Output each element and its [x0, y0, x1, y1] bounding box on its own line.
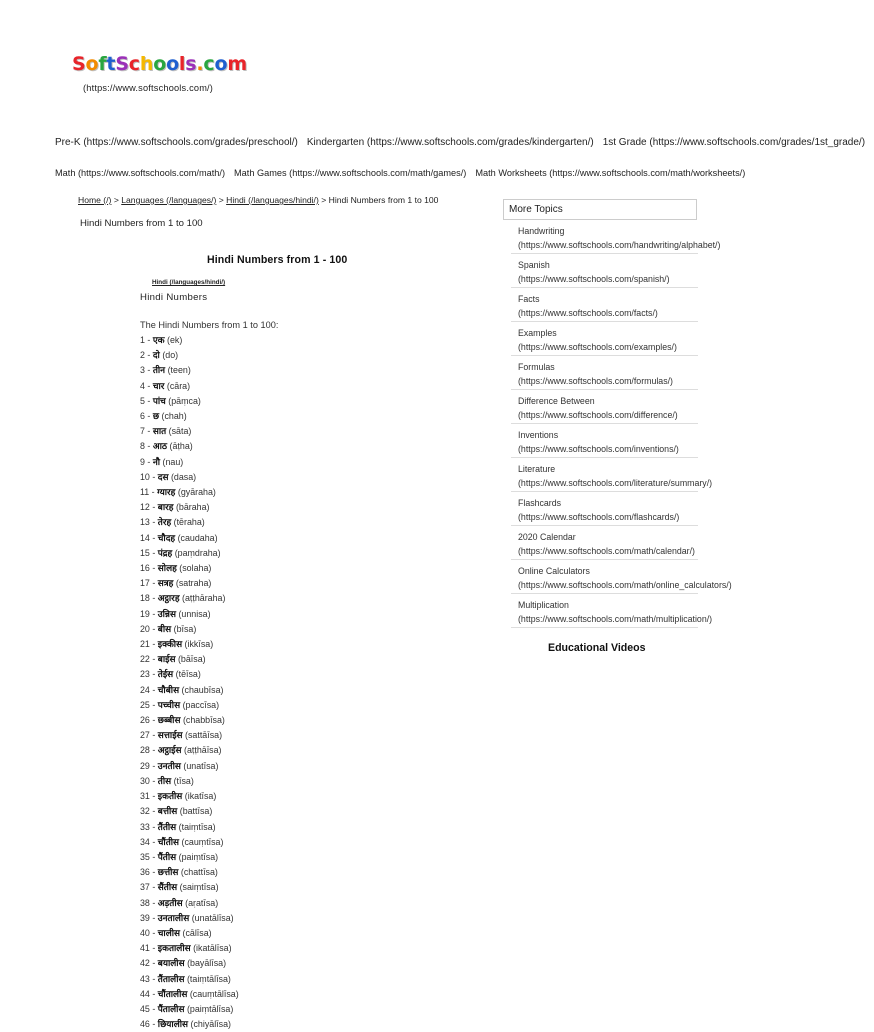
number-devanagari: अड़तीस — [157, 898, 183, 909]
logo-letter: o — [153, 53, 167, 75]
subject-nav-link[interactable]: Math Worksheets (https://www.softschools.com/math/worksheets/) — [475, 168, 746, 178]
topic-name: Facts — [518, 294, 540, 304]
number-digit: 28 — [140, 745, 150, 756]
number-digit: 16 — [140, 563, 150, 574]
number-digit: 23 — [140, 669, 150, 680]
number-row: 38 - अड़तीस (aṛatīsa) — [140, 897, 219, 909]
number-row: 2 - दो (do) — [140, 350, 179, 362]
logo-letter: c — [128, 53, 140, 75]
breadcrumb-current: Hindi Numbers from 1 to 100 — [328, 195, 439, 205]
number-digit: 37 — [140, 882, 150, 893]
number-devanagari: चालीस — [157, 928, 181, 939]
breadcrumb-separator: > — [318, 195, 329, 205]
number-row: 19 - उन्निस (unnisa) — [140, 608, 211, 620]
number-transliteration: (tēīsa) — [175, 669, 201, 680]
number-devanagari: तीन — [152, 366, 166, 377]
number-row: 20 - बीस (bīsa) — [140, 623, 197, 635]
logo-url: (https://www.softschools.com/) — [83, 83, 214, 93]
number-digit: 32 — [140, 806, 150, 817]
number-digit: 41 — [140, 943, 150, 954]
grade-nav-link[interactable]: 1st Grade (https://www.softschools.com/grades/1st_grade/) — [602, 137, 866, 148]
number-devanagari: अट्ठाईस — [157, 746, 182, 757]
number-row: 9 - नौ (nau) — [140, 456, 184, 468]
number-transliteration: (solaha) — [179, 563, 212, 574]
topic-url: (https://www.softschools.com/math/calendar/) — [518, 546, 695, 556]
number-transliteration: (taiṃtīsa) — [178, 821, 216, 832]
number-digit: 31 — [140, 791, 150, 802]
number-transliteration: (chiyālīsa) — [190, 1019, 231, 1030]
number-devanagari: इकतालीस — [157, 944, 191, 955]
number-row: 31 - इकतीस (ikatīsa) — [140, 791, 217, 803]
number-row: 33 - तैंतीस (taiṃtīsa) — [140, 821, 216, 833]
number-devanagari: उनतालीस — [157, 913, 190, 924]
topic-link[interactable] — [511, 560, 732, 594]
number-row: 12 - बारह (bāraha) — [140, 502, 210, 514]
number-devanagari: पैंतालीस — [157, 1004, 185, 1015]
number-devanagari: चौंतालीस — [157, 989, 188, 1000]
number-digit: 43 — [140, 973, 150, 984]
topic-link[interactable] — [511, 356, 698, 390]
topic-link[interactable] — [511, 322, 698, 356]
number-transliteration: (saiṃtīsa) — [179, 882, 219, 893]
number-row: 39 - उनतालीस (unatālīsa) — [140, 912, 234, 924]
logo-letter: h — [139, 53, 154, 75]
article-title: Hindi Numbers from 1 - 100 — [207, 254, 348, 266]
number-row: 32 - बत्तीस (battīsa) — [140, 806, 213, 818]
number-devanagari: बत्तीस — [157, 807, 178, 818]
number-row: 11 - ग्यारह (gyāraha) — [140, 487, 216, 499]
number-devanagari: एक — [152, 336, 165, 346]
number-digit: 42 — [140, 958, 150, 969]
number-digit: 18 — [140, 593, 150, 604]
topic-name: Literature — [518, 464, 556, 474]
number-devanagari: सत्ताईस — [157, 731, 183, 742]
topic-link[interactable] — [511, 526, 698, 560]
number-digit: 27 — [140, 730, 150, 741]
number-transliteration: (ikatālīsa) — [193, 943, 232, 954]
number-row: 21 - इक्कीस (ikkīsa) — [140, 639, 214, 651]
logo-letter: o — [85, 53, 99, 75]
number-row: 34 - चौंतीस (cauṃtīsa) — [140, 836, 224, 848]
topic-url: (https://www.softschools.com/spanish/) — [518, 274, 670, 284]
topic-name: Formulas — [518, 362, 555, 372]
number-devanagari: छब्बीस — [157, 716, 181, 727]
number-digit: 45 — [140, 1003, 150, 1014]
number-row: 22 - बाईस (bāīsa) — [140, 654, 206, 666]
number-digit: 5 — [140, 395, 145, 406]
number-row: 42 - बयालीस (bayālīsa) — [140, 958, 227, 970]
number-transliteration: (sattāīsa) — [185, 730, 223, 741]
topic-url: (https://www.softschools.com/formulas/) — [518, 376, 673, 386]
number-transliteration: (do) — [162, 350, 179, 361]
grade-nav-link[interactable]: Kindergarten (https://www.softschools.com/grades/kindergarten/) — [306, 137, 594, 148]
number-devanagari: तेरह — [157, 518, 172, 529]
number-devanagari: तेईस — [157, 670, 174, 681]
number-devanagari: सैंतीस — [157, 883, 178, 894]
number-digit: 6 — [140, 411, 145, 422]
number-devanagari: नौ — [152, 457, 161, 468]
hindi-numbers-list — [140, 333, 239, 1032]
number-row: 37 - सैंतीस (saiṃtīsa) — [140, 882, 219, 894]
number-row: 45 - पैंतालीस (paiṃtālīsa) — [140, 1003, 234, 1015]
number-devanagari: सोलह — [157, 564, 177, 575]
topic-link[interactable] — [511, 594, 713, 628]
number-devanagari: सत्रह — [157, 579, 174, 590]
section-title: Hindi Numbers — [140, 292, 208, 303]
number-transliteration: (pāṃca) — [168, 395, 201, 406]
topic-url: (https://www.softschools.com/math/multiplication/) — [518, 614, 713, 624]
grade-nav — [55, 137, 866, 148]
grade-nav-link[interactable]: Pre-K (https://www.softschools.com/grades/preschool/) — [55, 137, 298, 148]
number-digit: 17 — [140, 578, 150, 589]
number-digit: 3 — [140, 365, 145, 376]
number-row: 30 - तीस (tīsa) — [140, 775, 194, 787]
number-transliteration: (āṭha) — [169, 441, 193, 452]
number-row: 35 - पैंतीस (paiṃtīsa) — [140, 851, 219, 863]
number-digit: 36 — [140, 867, 150, 878]
number-row: 5 - पांच (pāṃca) — [140, 395, 201, 407]
topic-name: Handwriting — [518, 226, 565, 236]
number-row: 4 - चार (cāra) — [140, 380, 191, 392]
number-transliteration: (satraha) — [175, 578, 212, 589]
number-digit: 13 — [140, 517, 150, 528]
logo-letter: s — [185, 53, 197, 75]
page-subtitle: Hindi Numbers from 1 to 100 — [80, 218, 203, 229]
number-transliteration: (unnisa) — [178, 608, 211, 619]
number-devanagari: तीस — [157, 776, 172, 787]
logo-letter: . — [196, 53, 204, 75]
number-digit: 39 — [140, 912, 150, 923]
number-digit: 9 — [140, 456, 145, 467]
number-row: 10 - दस (dasa) — [140, 471, 197, 483]
more-topics-list — [511, 220, 732, 628]
number-transliteration: (gyāraha) — [177, 487, 216, 498]
number-digit: 14 — [140, 532, 150, 543]
logo-letter: o — [166, 53, 179, 75]
number-digit: 46 — [140, 1019, 150, 1030]
number-devanagari: सात — [152, 427, 167, 438]
logo-letter: S — [115, 53, 129, 75]
number-digit: 11 — [140, 487, 150, 498]
number-digit: 34 — [140, 836, 150, 847]
number-row: 13 - तेरह (tēraha) — [140, 517, 205, 529]
number-devanagari: उन्निस — [157, 609, 176, 620]
number-transliteration: (chah) — [161, 411, 187, 422]
number-transliteration: (sāta) — [168, 426, 192, 437]
number-transliteration: (aṛatīsa) — [185, 897, 219, 908]
number-transliteration: (paṃdraha) — [174, 547, 221, 558]
breadcrumb-separator: > — [216, 195, 227, 205]
logo-letter: m — [227, 53, 247, 75]
number-transliteration: (unatālīsa) — [191, 912, 234, 923]
breadcrumb — [78, 195, 438, 205]
number-row: 17 - सत्रह (satraha) — [140, 578, 212, 590]
number-row: 7 - सात (sāta) — [140, 426, 192, 438]
number-transliteration: (teen) — [167, 365, 191, 376]
logo-letter: f — [98, 53, 107, 75]
number-devanagari: दो — [152, 351, 160, 362]
number-devanagari: बाईस — [157, 655, 176, 666]
topic-name: Multiplication — [518, 600, 569, 610]
number-digit: 26 — [140, 715, 150, 726]
number-devanagari: चौदह — [157, 533, 176, 544]
number-transliteration: (aṭṭhāīsa) — [184, 745, 222, 756]
number-devanagari: उनतीस — [157, 761, 181, 772]
number-digit: 7 — [140, 426, 145, 437]
number-digit: 30 — [140, 775, 150, 786]
number-devanagari: छ — [152, 412, 160, 423]
topic-name: Online Calculators — [518, 566, 590, 576]
number-devanagari: पच्चीस — [157, 700, 181, 711]
number-row: 1 - एक (ek) — [140, 335, 183, 346]
number-transliteration: (cāra) — [166, 380, 191, 391]
number-transliteration: (aṭṭhāraha) — [182, 593, 226, 604]
topic-name: Inventions — [518, 430, 559, 440]
subject-nav-link[interactable]: Math (https://www.softschools.com/math/) — [55, 168, 226, 178]
topic-link[interactable] — [511, 492, 698, 526]
topic-link[interactable] — [511, 254, 698, 288]
hindi-language-link[interactable]: Hindi (/languages/hindi/) — [152, 279, 226, 286]
number-devanagari: ग्यारह — [157, 488, 176, 499]
number-devanagari: छत्तीस — [157, 868, 179, 879]
subject-nav — [55, 168, 768, 178]
number-transliteration: (cālīsa) — [182, 927, 212, 938]
topic-url: (https://www.softschools.com/literature/summary/) — [518, 478, 713, 488]
number-row: 26 - छब्बीस (chabbīsa) — [140, 715, 225, 727]
number-digit: 44 — [140, 988, 150, 999]
number-row: 25 - पच्चीस (paccīsa) — [140, 699, 220, 711]
breadcrumb-hindi[interactable]: Hindi (/languages/hindi/) — [226, 195, 319, 205]
number-row: 6 - छ (chah) — [140, 411, 187, 423]
breadcrumb-separator: > — [111, 195, 122, 205]
logo-letter: l — [178, 53, 186, 75]
topic-url: (https://www.softschools.com/flashcards/) — [518, 512, 680, 522]
number-devanagari: पांच — [152, 396, 166, 407]
logo-letter: o — [214, 53, 228, 75]
number-transliteration: (taiṃtālīsa) — [186, 973, 231, 984]
number-row: 15 - पंद्रह (paṃdraha) — [140, 547, 221, 559]
number-transliteration: (paiṃtālīsa) — [186, 1003, 234, 1014]
topic-link[interactable] — [511, 390, 698, 424]
number-row: 29 - उनतीस (unatīsa) — [140, 760, 219, 772]
number-row: 44 - चौंतालीस (cauṃtālīsa) — [140, 988, 239, 1000]
number-digit: 33 — [140, 821, 150, 832]
number-transliteration: (chaubīsa) — [181, 684, 224, 695]
number-digit: 25 — [140, 699, 150, 710]
number-row: 23 - तेईस (tēīsa) — [140, 669, 201, 681]
number-digit: 29 — [140, 760, 150, 771]
breadcrumb-languages[interactable]: Languages (/languages/) — [121, 195, 217, 205]
number-transliteration: (paccīsa) — [182, 699, 220, 710]
number-digit: 40 — [140, 927, 150, 938]
topic-name: Examples — [518, 328, 557, 338]
number-transliteration: (battīsa) — [179, 806, 213, 817]
number-digit: 10 — [140, 471, 150, 482]
number-devanagari: इकतीस — [157, 792, 183, 803]
number-transliteration: (cauṃtālīsa) — [189, 988, 239, 999]
number-digit: 12 — [140, 502, 150, 513]
number-row: 41 - इकतालीस (ikatālīsa) — [140, 943, 232, 955]
number-transliteration: (chattīsa) — [180, 867, 218, 878]
number-row: 46 - छियालीस (chiyālīsa) — [140, 1019, 231, 1031]
number-digit: 24 — [140, 684, 150, 695]
number-row: 43 - तैंतालीस (taiṃtālīsa) — [140, 973, 231, 985]
number-transliteration: (chabbīsa) — [182, 715, 225, 726]
logo-letter: t — [106, 53, 116, 75]
topic-url: (https://www.softschools.com/handwriting/alphabet/) — [518, 240, 721, 250]
number-digit: 4 — [140, 380, 145, 391]
number-digit: 19 — [140, 608, 150, 619]
intro-text: The Hindi Numbers from 1 to 100: — [140, 320, 279, 330]
number-digit: 21 — [140, 639, 150, 650]
subject-nav-link[interactable]: Math Games (https://www.softschools.com/math/games/) — [234, 168, 467, 178]
topic-url: (https://www.softschools.com/inventions/) — [518, 444, 679, 454]
topic-name: Flashcards — [518, 498, 562, 508]
number-digit: 8 — [140, 441, 145, 452]
number-digit: 2 — [140, 350, 145, 361]
topic-name: Spanish — [518, 260, 550, 270]
topic-link[interactable] — [511, 458, 713, 492]
topic-name: Difference Between — [518, 396, 595, 406]
number-transliteration: (ikatīsa) — [184, 791, 217, 802]
number-devanagari: चौंतीस — [157, 837, 180, 848]
number-devanagari: इक्कीस — [157, 640, 183, 651]
number-transliteration: (cauṃtīsa) — [181, 836, 224, 847]
number-transliteration: (bāīsa) — [177, 654, 206, 665]
number-devanagari: चौबीस — [157, 685, 180, 696]
number-transliteration: (caudaha) — [177, 532, 218, 543]
topic-link[interactable] — [511, 220, 721, 254]
more-topics-header: More Topics — [503, 199, 697, 220]
number-transliteration: (bayālīsa) — [187, 958, 227, 969]
number-row: 18 - अट्ठारह (aṭṭhāraha) — [140, 593, 226, 605]
number-row: 8 - आठ (āṭha) — [140, 441, 193, 453]
number-devanagari: पंद्रह — [157, 548, 173, 559]
number-row: 16 - सोलह (solaha) — [140, 563, 212, 575]
number-devanagari: बीस — [157, 624, 172, 635]
number-digit: 15 — [140, 547, 150, 558]
number-row: 27 - सत्ताईस (sattāīsa) — [140, 730, 223, 742]
number-row: 3 - तीन (teen) — [140, 365, 191, 377]
topic-url: (https://www.softschools.com/difference/) — [518, 410, 678, 420]
number-row: 36 - छत्तीस (chattīsa) — [140, 867, 218, 879]
logo-letter: c — [203, 53, 215, 75]
number-digit: 22 — [140, 654, 150, 665]
number-row: 24 - चौबीस (chaubīsa) — [140, 684, 224, 696]
number-devanagari: बारह — [157, 503, 174, 514]
number-devanagari: अट्ठारह — [157, 594, 180, 605]
number-devanagari: छियालीस — [157, 1020, 189, 1031]
topic-url: (https://www.softschools.com/facts/) — [518, 308, 658, 318]
number-transliteration: (tēraha) — [173, 517, 205, 528]
number-devanagari: दस — [157, 472, 169, 483]
educational-videos-heading: Educational Videos — [548, 642, 646, 654]
topic-link[interactable] — [511, 288, 698, 322]
number-row: 28 - अट्ठाईस (aṭṭhāīsa) — [140, 745, 222, 757]
number-devanagari: तैंतीस — [157, 822, 177, 833]
number-transliteration: (paiṃtīsa) — [178, 851, 219, 862]
number-digit: 38 — [140, 897, 150, 908]
number-transliteration: (bīsa) — [173, 623, 197, 634]
number-devanagari: चार — [152, 381, 165, 392]
number-transliteration: (unatīsa) — [183, 760, 219, 771]
number-row: 40 - चालीस (cālīsa) — [140, 927, 212, 939]
number-transliteration: (bāraha) — [175, 502, 210, 513]
number-digit: 1 — [140, 335, 145, 345]
number-row: 14 - चौदह (caudaha) — [140, 532, 218, 544]
number-devanagari: पैंतीस — [157, 852, 177, 863]
topic-url: (https://www.softschools.com/examples/) — [518, 342, 677, 352]
topic-url: (https://www.softschools.com/math/online_calculators/) — [518, 580, 732, 590]
topic-link[interactable] — [511, 424, 698, 458]
site-logo[interactable] — [72, 53, 247, 81]
number-transliteration: (ikkīsa) — [184, 639, 214, 650]
breadcrumb-home[interactable]: Home (/) — [78, 195, 112, 205]
number-devanagari: आठ — [152, 442, 168, 453]
number-transliteration: (nau) — [162, 456, 184, 467]
number-transliteration: (dasa) — [170, 471, 197, 482]
number-digit: 35 — [140, 851, 150, 862]
logo-letter: S — [72, 53, 86, 75]
number-devanagari: तैंतालीस — [157, 974, 185, 985]
number-devanagari: बयालीस — [157, 959, 185, 970]
number-digit: 20 — [140, 623, 150, 634]
number-transliteration: (ek) — [167, 335, 183, 345]
number-transliteration: (tīsa) — [173, 775, 194, 786]
topic-name: 2020 Calendar — [518, 532, 576, 542]
